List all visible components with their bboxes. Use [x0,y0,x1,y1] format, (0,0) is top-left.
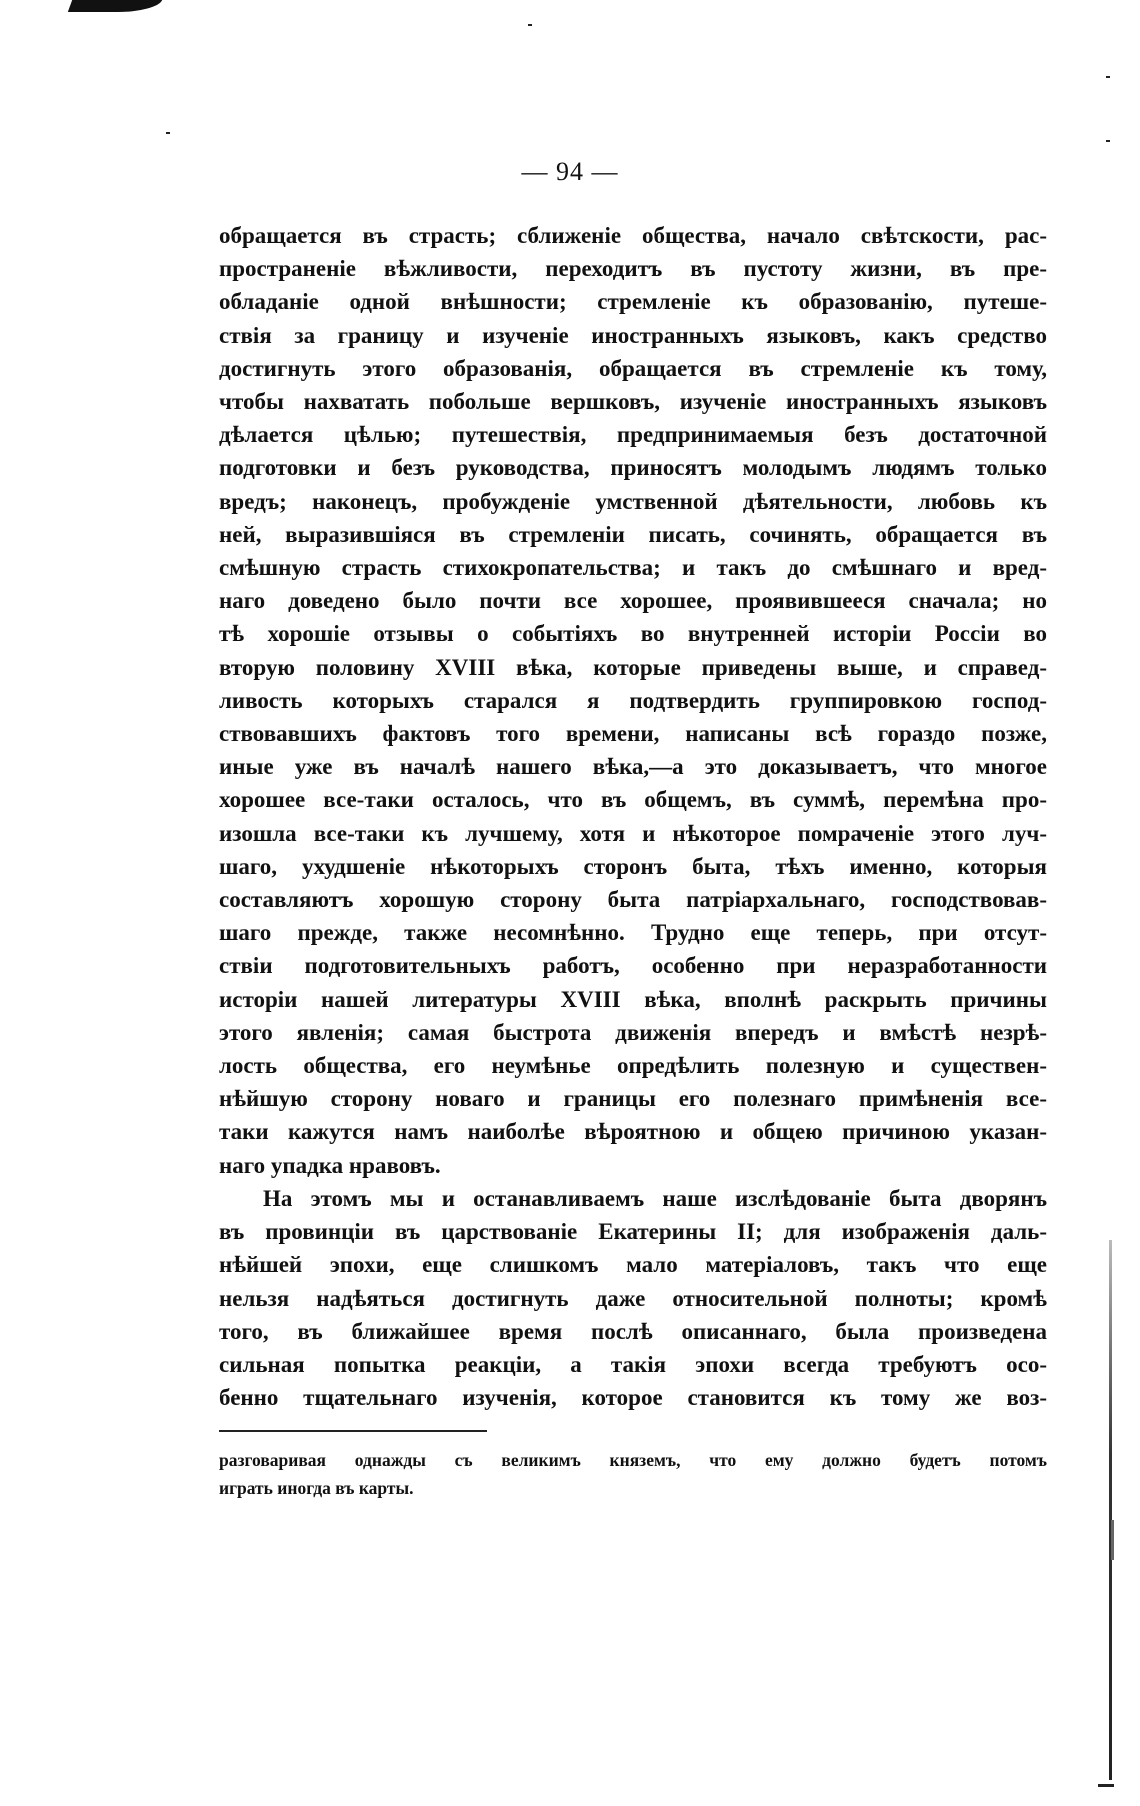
scan-dot [1106,140,1110,142]
text-line: вторую половину XVIII вѣка, которые приведены выше, и справед- [219,654,1047,680]
text-line: лость общества, его неумѣнье опредѣлить полезную и существен- [219,1053,1047,1079]
page-number: — 94 — [521,157,619,186]
text-line: таки кажутся намъ наиболѣе вѣроятною и общею причиною указан- [219,1119,1047,1145]
text-line: нельзя надѣяться достигнуть даже относительной полноты; кромѣ [219,1285,1047,1311]
text-line: ней, выразившіяся въ стремленіи писать, сочинять, обращается въ [219,521,1047,547]
scan-edge-right [1109,1240,1112,1780]
text-line: смѣшную страсть стихокропательства; и такъ до смѣшнаго и вред- [219,555,1047,581]
text-line-paragraph-start: На этомъ мы и останавливаемъ наше изслѣдованіе быта дворянъ [263,1185,1047,1211]
text-line: этого явленія; самая быстрота движенія впередъ и вмѣстѣ незрѣ- [219,1019,1047,1045]
scan-artifact-top-left [68,0,162,12]
text-line: исторіи нашей литературы XVIII вѣка, вполнѣ раскрыть причины [219,986,1047,1012]
text-line: подготовки и безъ руководства, приносятъ молодымъ людямъ только [219,455,1047,481]
text-line: шаго, ухудшеніе нѣкоторыхъ сторонъ быта, тѣхъ именно, которыя [219,853,1047,879]
text-line: тѣ хорошіе отзывы о событіяхъ во внутренней исторіи Россіи во [219,621,1047,647]
footnote [219,1446,1047,1502]
scan-edge-tick [1111,1520,1114,1560]
text-line: обращается въ страсть; сближеніе общества, начало свѣтскости, рас- [219,223,1047,248]
text-line: обладаніе одной внѣшности; стремленіе къ образованію, путеше- [219,289,1047,315]
text-line: иные уже въ началѣ нашего вѣка,—а это доказываетъ, что многое [219,754,1047,780]
text-line: составляютъ хорошую сторону быта патріархальнаго, господствовав- [219,887,1047,913]
text-line: нѣйшей эпохи, еще слишкомъ мало матеріаловъ, такъ что еще [219,1252,1047,1278]
footnote-line: разговаривая однажды съ великимъ княземъ, что ему должно будетъ потомъ [219,1450,1047,1470]
text-line: бенно тщательнаго изученія, которое становится къ тому же воз- [219,1385,1047,1411]
text-line: ствовавшихъ фактовъ того времени, написаны всѣ гораздо позже, [219,721,1047,747]
scan-dot [528,24,532,26]
text-line: въ провинціи въ царствованіе Екатерины II; для изображенія даль- [219,1219,1047,1245]
scan-edge-foot [1098,1784,1114,1787]
text-line: изошла все-таки къ лучшему, хотя и нѣкоторое помраченіе этого луч- [219,820,1047,846]
text-line: шаго прежде, также несомнѣнно. Трудно еще теперь, при отсут- [219,920,1047,946]
text-line: того, въ ближайшее время послѣ описаннаго, была произведена [219,1318,1047,1344]
text-line: чтобы нахватать побольше вершковъ, изученіе иностранныхъ языковъ [219,389,1047,415]
text-line: достигнуть этого образованія, обращается въ стремленіе къ тому, [219,355,1047,381]
text-line: пространеніе вѣжливости, переходитъ въ пустоту жизни, въ пре- [219,256,1047,282]
text-line: наго доведено было почти все хорошее, проявившееся сначала; но [219,588,1047,614]
body-text [219,219,1047,1414]
text-line: сильная попытка реакціи, а такія эпохи всегда требуютъ осо- [219,1351,1047,1377]
scan-dot [1106,76,1110,78]
text-line: ствія за границу и изученіе иностранныхъ языковъ, какъ средство [219,322,1047,348]
text-line-paragraph-end: наго упадка нравовъ. [219,1152,441,1178]
footnote-line: играть иногда въ карты. [219,1478,414,1498]
scan-dot [166,132,170,134]
text-line: вредъ; наконецъ, пробужденіе умственной дѣятельности, любовь къ [219,488,1047,514]
text-line: нѣйшую сторону новаго и границы его полезнаго примѣненія все- [219,1086,1047,1112]
footnote-divider [219,1430,487,1432]
text-line: ливость которыхъ старался я подтвердить группировкою господ- [219,687,1047,713]
text-line: ствіи подготовительныхъ работъ, особенно при неразработанности [219,953,1047,979]
text-line: хорошее все-таки осталось, что въ общемъ, въ суммѣ, перемѣна про- [219,787,1047,813]
text-line: дѣлается цѣлью; путешествія, предпринимаемыя безъ достаточной [219,422,1047,448]
